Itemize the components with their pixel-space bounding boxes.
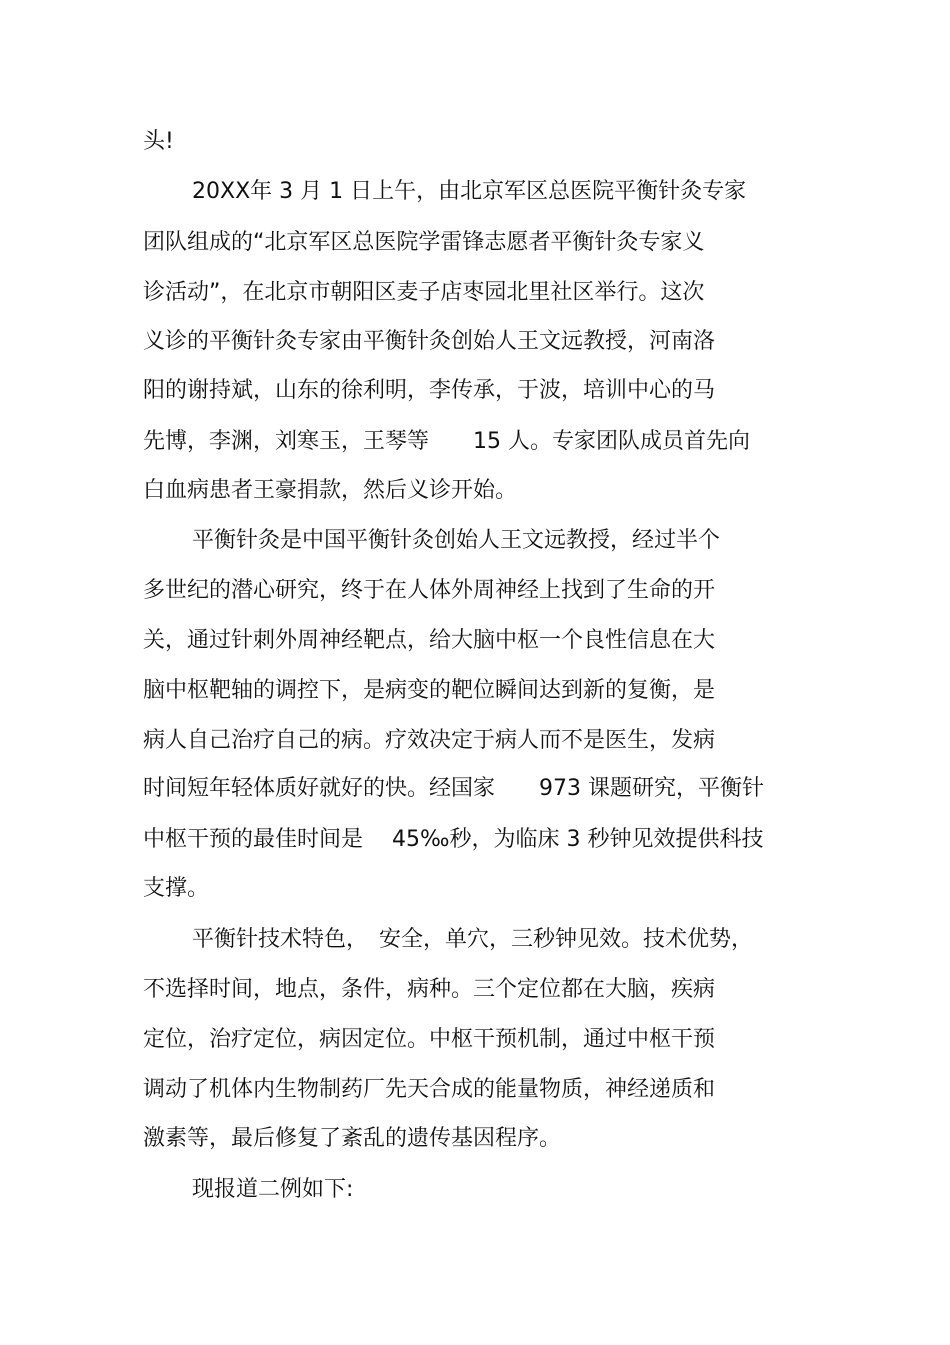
text-line: 阳的谢持斌，山东的徐利明，李传承，于波，培训中心的马	[143, 378, 716, 403]
text-line: 关，通过针刺外周神经靶点，给大脑中枢一个良性信息在大	[143, 628, 716, 653]
text-line: 先博，李渊，刘寒玉，王琴等 15 人。专家团队成员首先向	[143, 429, 750, 454]
text-line: 支撑。	[143, 876, 210, 901]
text-line: 时间短年轻体质好就好的快。经国家 973 课题研究，平衡针	[143, 776, 764, 801]
text-line: 团队组成的“北京军区总医院学雷锋志愿者平衡针灸专家义	[143, 230, 705, 255]
text-line: 头!	[143, 129, 174, 154]
text-line: 定位，治疗定位，病因定位。中枢干预机制，通过中枢干预	[143, 1027, 716, 1052]
text-line: 不选择时间，地点，条件，病种。三个定位都在大脑，疾病	[143, 977, 716, 1002]
text-line: 调动了机体内生物制药厂先天合成的能量物质，神经递质和	[143, 1077, 716, 1102]
paragraph-first-line: 现报道二例如下:	[192, 1177, 354, 1202]
text-line: 白血病患者王豪捐款，然后义诊开始。	[143, 478, 518, 503]
text-line: 脑中枢靶轴的调控下，是病变的靶位瞬间达到新的复衡，是	[143, 678, 716, 703]
paragraph-first-line: 平衡针技术特色， 安全，单穴，三秒钟见效。技术优势，	[192, 927, 754, 952]
paragraph-first-line: 平衡针灸是中国平衡针灸创始人王文远教授，经过半个	[192, 528, 721, 553]
text-line: 激素等，最后修复了紊乱的遗传基因程序。	[143, 1126, 562, 1151]
text-line: 义诊的平衡针灸专家由平衡针灸创始人王文远教授，河南洛	[143, 329, 716, 354]
text-line: 中枢干预的最佳时间是 45‰秒，为临床 3 秒钟见效提供科技	[143, 827, 764, 852]
text-line: 病人自己治疗自己的病。疗效决定于病人而不是医生，发病	[143, 728, 716, 753]
text-line: 多世纪的潜心研究，终于在人体外周神经上找到了生命的开	[143, 578, 716, 603]
text-line: 诊活动”，在北京市朝阳区麦子店枣园北里社区举行。这次	[143, 280, 705, 305]
paragraph-first-line: 20XX年 3 月 1 日上午，由北京军区总医院平衡针灸专家	[192, 179, 747, 204]
